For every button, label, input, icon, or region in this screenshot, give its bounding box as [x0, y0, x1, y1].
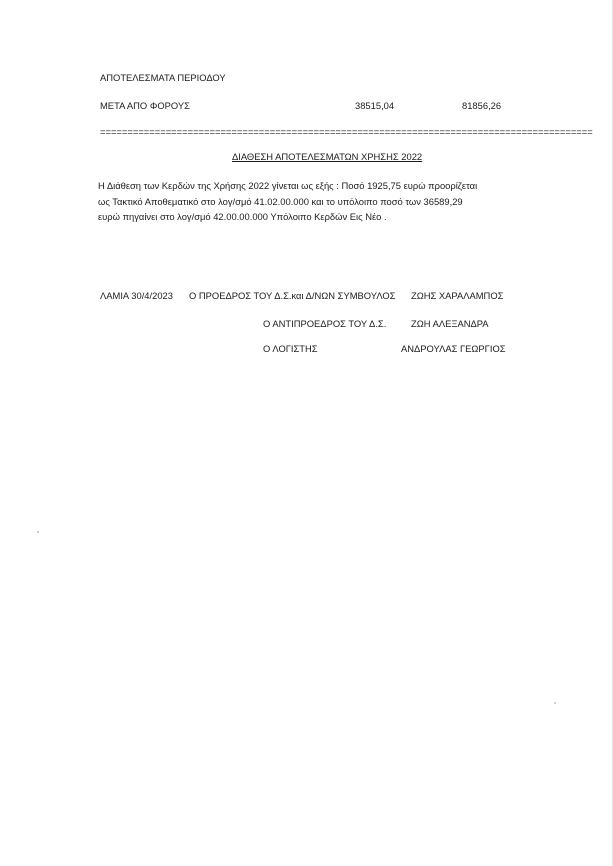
paragraph-line: ως Τακτικό Αποθεματικό στο λογ/σμό 41.02.00.000 και το υπόλοιπο ποσό των 36589,29 — [98, 196, 463, 207]
signatory-role-president: Ο ΠΡΟΕΔΡΟΣ ΤΟΥ Δ.Σ.και Δ/ΝΩΝ ΣΥΜΒΟΥΛΟΣ — [189, 290, 396, 301]
paragraph-line: ευρώ πηγαίνει στο λογ/σμό 42.00.00.000 Υπόλοιπο Κερδών Εις Νέο . — [98, 211, 387, 222]
separator-line: ========================================================================================== — [100, 126, 593, 137]
scan-speck — [37, 531, 39, 533]
signatory-role-vice-president: Ο ΑΝΤΙΠΡΟΕΔΡΟΣ ΤΟΥ Δ.Σ. — [263, 318, 387, 329]
paragraph-line: Η Διάθεση των Κερδών της Χρήσης 2022 γίνεται ως εξής : Ποσό 1925,75 ευρώ προορίζεται — [98, 180, 478, 191]
after-tax-value-previous: 81856,26 — [462, 100, 502, 111]
after-tax-value-current: 38515,04 — [355, 100, 395, 111]
place-date: ΛΑΜΙΑ 30/4/2023 — [100, 290, 173, 301]
scan-speck — [554, 702, 556, 704]
signatory-name-vice-president: ΖΩΗ ΑΛΕΞΑΝΔΡΑ — [411, 318, 489, 329]
signatory-name-president: ΖΩΗΣ ΧΑΡΑΛΑΜΠΟΣ — [411, 290, 504, 301]
distribution-heading: ΔΙΑΘΕΣΗ ΑΠΟΤΕΛΕΣΜΑΤΩΝ ΧΡΗΣΗΣ 2022 — [232, 151, 423, 162]
section-title: ΑΠΟΤΕΛΕΣΜΑΤΑ ΠΕΡΙΟΔΟΥ — [100, 72, 226, 83]
after-tax-label: ΜΕΤΑ ΑΠΟ ΦΟΡΟΥΣ — [100, 100, 190, 111]
signatory-name-accountant: ΑΝΔΡΟΥΛΑΣ ΓΕΩΡΓΙΟΣ — [401, 343, 506, 354]
signatory-role-accountant: Ο ΛΟΓΙΣΤΗΣ — [263, 343, 318, 354]
